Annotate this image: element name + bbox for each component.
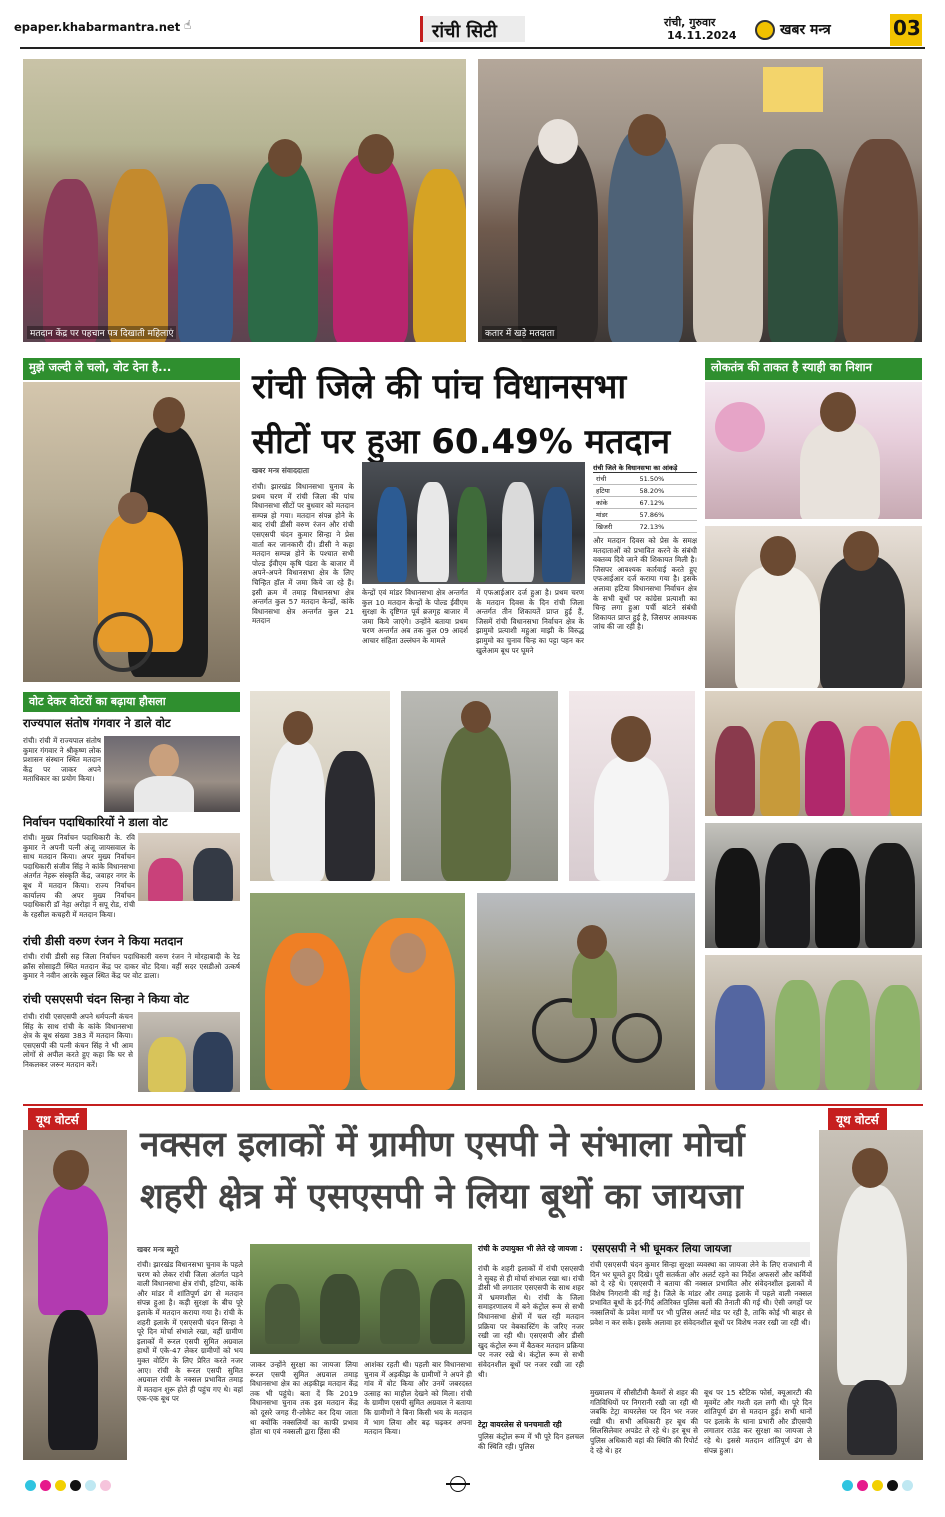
story-2-title: निर्वाचन पदाधिकारियों ने डाला वोट — [23, 815, 168, 829]
right-story-text: रांची एसएसपी चंदन कुमार सिन्हा सुरक्षा व्यवस्था का जायजा लेने के लिए राजधानी में दिन भर घूमते हुए दिखे। पूरी सतर्कता और अलर्ट रहने का निर्देश अफसरों और कर्मियों को दे रहे थे। एसएसपी ने बताया की नक्सल प्रभावित और संवेदनशील इलाकों में विशेष निगरानी की गई है। जिले के मांडर और तमाड़ इलाके में पहले वाली नक्सल प्रभावित बूथों के इर्द-गिर्द अतिरिक्त पुलिस बलों की तैनाती की गई थी। ऐसी जगहों पर नक्सलियों के प्रवेश मार्गों पर भी पुलिस अलर्ट मोड पर रही है, ताकि कोई भी बाहर से प्रवेश न कर सके। इसके अलावा हर संवेदनशील बूथों पर विशेष नजर रखी जा रही थी। — [590, 1260, 812, 1327]
young-woman-ink-photo — [569, 691, 695, 881]
story-4-title: रांची एसएसपी चंदन सिन्हा ने किया वोट — [23, 992, 189, 1006]
story-1-text: रांची। रांची में राज्यपाल संतोष कुमार गंगवार ने श्रीकृष्ण लोक प्रशासन संस्थान स्थित मतदान केंद्र पर जाकर अपने मताधिकार का प्रयोग किया। — [23, 736, 101, 784]
top-left-photo: मतदान केंद्र पर पहचान पत्र दिखाती महिलाएं — [23, 59, 466, 342]
lower-byline: खबर मन्त्र ब्यूरो — [137, 1245, 179, 1254]
school-girls-photo — [705, 955, 922, 1090]
rural-sp-bikes-photo — [250, 1244, 472, 1354]
table-row — [593, 509, 697, 521]
story-3-title: रांची डीसी वरुण रंजन ने किया मतदान — [23, 934, 183, 948]
vote-table-box — [593, 463, 697, 531]
main-headline-line-1: रांची जिले की पांच विधानसभा — [252, 367, 627, 407]
story-4-text: रांची। रांची एसएसपी अपने धर्मपत्नी कंचन सिंह के साथ रांची के कांके विधानसभा क्षेत्र के बूथ संख्या 383 में मतदान किया। एसएसपी की पत्नी कंचन सिंह ने भी आम लोगों से अपील करते हुए कहा कि घर से निकलकर जरूर मतदान करें। — [23, 1012, 133, 1069]
byline-1: खबर मन्त्र संवाददाता — [252, 466, 310, 475]
ssp-couple-photo — [138, 1012, 240, 1092]
constituency-name: मांडर — [593, 509, 637, 521]
story-2-text: रांची। मुख्य निर्वाचन पदाधिकारी के. रवि कुमार ने अपनी पत्नी अंजू जायसवाल के साथ मतदान किया। अपर मुख्य निर्वाचन पदाधिकारी संजीव सिंह ने कांके विधानसभा अंतर्गत नेहरू संस्कृति केंद्र, जवाहर नगर के बूथ में मतदान किया। राज्य निर्वाचन कार्यालय की अपर मुख्य निर्वाचन पदाधिकारी डॉ नेहा अरोड़ा ने सपू रोड, रांची के रहसील कचहरी में मतदान किया। — [23, 833, 135, 919]
vote-table — [593, 473, 697, 533]
election-officers-photo — [138, 833, 240, 901]
constituency-name: रांची — [593, 473, 637, 485]
footer-color-dots-right — [842, 1480, 913, 1491]
header-bar — [0, 0, 945, 46]
youth-voter-left-photo — [23, 1130, 127, 1460]
right-story-col-2: बूथ पर 15 स्टैटिक फोर्स, क्यूआरटी की मूवमेंट और गश्ती दल लगी थी। पूरे दिन शांतिपूर्ण ढंग से मतदान हुई। सभी थानों पर इलाके के थाना प्रभारी और डीएसपी लगातार राउंड कर सुरक्षा का जायजा ले रहे थे। इससे मतदान शांतिपूर्ण ढंग से संपन्न हुआ। — [704, 1388, 812, 1455]
main-headline-line-2: सीटों पर हुआ 60.49% मतदान — [252, 422, 671, 462]
lower-col-4-b: पुलिस कंट्रोल रूम में भी पूरे दिन हलचल की स्थिति रही। पुलिस — [478, 1432, 584, 1451]
nuns-voters-photo — [250, 893, 465, 1090]
article-1-col-1: रांची। झारखंड विधानसभा चुनाव के प्रथम चरण में रांची जिला की पांच विधानसभा सीटों पर बुधवार को मतदान सम्पन्न हो गया। मतदान संपन्न होने के बाद रांची डीसी वरुण रंजन और रांची एसएसपी चंदन कुमार सिन्हा ने प्रेस वार्ता कर जानकारी दी। डीसी ने कहा मतदान सम्पन्न होने के पश्चात सभी पोल्ड ईवीएम कृषि पंडरा के बाजार में अपने-अपने विधानसभा क्षेत्र के लिए चिन्हित हॉल में जमा किये जा रहे हैं। इसी क्रम में तमाड़ विधानसभा क्षेत्र अन्तर्गत कुल 57 मतदान केन्द्रों, कांके विधानसभा क्षेत्र अन्तर्गत कुल 21 मतदान — [252, 482, 354, 626]
couple-voters-photo — [250, 691, 390, 881]
article-1-col-2: केन्द्रों एवं मांडर विधानसभा क्षेत्र अन्तर्गत कुल 10 मतदान केन्द्रों के पोल्ड ईवीएम सुरक्षा के दृष्टिगत पूर्व ब्रजगृह बाजार में जमा किये जाएंगे। उन्होंने बताया प्रथम चरण अन्तर्गत अब तक कुल 09 आदर्श आचार संहिता उल्लंघन के मामले — [362, 588, 468, 645]
footer-color-dots-left — [25, 1480, 111, 1491]
right-box-title: लोकतंत्र की ताकत है स्याही का निशान — [705, 358, 922, 380]
table-row — [593, 521, 697, 533]
youth-label-right: यूथ वोटर्स — [828, 1108, 887, 1131]
turnout-value: 67.12% — [637, 497, 697, 509]
burqa-women-photo — [705, 823, 922, 948]
youth-label-left: यूथ वोटर्स — [28, 1108, 87, 1131]
turnout-value: 58.20% — [637, 485, 697, 497]
lower-headline-line-1: नक्सल इलाकों में ग्रामीण एसपी ने संभाला मोर्चा — [140, 1125, 745, 1165]
brand-logo-icon — [755, 20, 775, 40]
lower-col-4-title-2: टेट्रा वायरलेस से घनचमाती रही — [478, 1420, 562, 1429]
header-date: 14.11.2024 — [667, 29, 737, 42]
tricycle-voter-photo — [477, 893, 695, 1090]
table-row — [593, 473, 697, 485]
cursor-icon: ☝ — [184, 18, 192, 32]
right-story-title: एसएसपी ने भी घूमकर लिया जायजा — [592, 1243, 732, 1255]
constituency-name: कांके — [593, 497, 637, 509]
youth-voter-right-photo — [819, 1130, 923, 1460]
vote-table-title: रांची जिले के विधानसभा का आंकड़े — [593, 463, 697, 473]
table-row — [593, 485, 697, 497]
section-title: रांची सिटी — [432, 21, 497, 42]
family-voters-photo — [705, 691, 922, 816]
turnout-value: 72.13% — [637, 521, 697, 533]
lower-col-1: रांची। झारखंड विधानसभा चुनाव के पहले चरण को लेकर रांची जिला अंतर्गत पड़ने वाली विधानसभा क्षेत्र रांची, हटिया, कांके और मांडर में शांतिपूर्ण ढंग से मतदान संपन्न हुआ है। कड़ी सुरक्षा के बीच पूरे इलाके में मतदान कराया गया है। रांची के शहरी इलाके में एसएसपी चंदन सिन्हा ने पूरे दिन मोर्चा संभाले रखा, वहीं ग्रामीण इलाकों में रूरल एसपी सुमित अग्रवाल हाथों में एके-47 लेकर ग्रामीणों को भय मुक्त वोटिंग के लिए प्रेरित करते नजर आए। रांची के रूरल एसपी सुमित अग्रवाल रांची के नक्सल प्रभावित तमाड़ में मतदान शुरू होते ही पहुंच गए थे। वहां एक-एक बूथ पर — [137, 1260, 243, 1404]
lower-section-rule — [23, 1104, 923, 1106]
story-1-title: राज्यपाल संतोष गंगवार ने डाले वोट — [23, 716, 171, 730]
story-3-text: रांची। रांची डीसी सह जिला निर्वाचन पदाधिकारी वरुण रंजन ने मोरहाबादी के रेड क्रॉस सोसाइटी स्थित मतदान केंद्र पर दाकर वोट दिया। वहीं सदर एसडीओ उत्कर्ष कुमार ने नवीन आरके स्कूल स्थित केंद्र पर वोट डाला। — [23, 952, 240, 981]
turnout-value: 51.50% — [637, 473, 697, 485]
lower-col-2: जाकर उन्होंने सुरक्षा का जायजा लिया रूरल एसपी सुमित अग्रवाल तमाड़ विधानसभा क्षेत्र का अड़कीझ मतदान केंद्र तक भी पहुंचे। बता दें कि 2019 विधानसभा चुनाव तक इस मतदान केंद्र को दूसरे जगह री-लोकेट कर दिया जाता था क्योंकि नक्सलियों का काफी प्रभाव होता था एवं नक्सली द्वारा हिंसा की — [250, 1360, 358, 1437]
article-1-col-4: और मतदान दिवस को प्रेस के समक्ष मतदाताओं को प्रभावित करने के संबंधी वक्तव्य दिये जाने की शिकायत मिली है। जिसपर आवश्यक कार्रवाई करते हुए एफआईआर दर्ज कराया गया है। इसके अलावा हटिया विधानसभा निर्वाचन क्षेत्र के सभी बूथों पर कांग्रेस प्रत्याशी का चिन्ह लगा हुआ पर्ची बांटने संबंधी शिकायत प्राप्त हुई है, जिसपर आवश्यक जांच की जा रही है। — [593, 536, 697, 632]
right-story-col-1: मुख्यालय में सीसीटीवी कैमरों से शहर की गतिविधियों पर निगरानी रखी जा रही थी जबकि टेट्रा वायरलेस पर दिन भर नजर रखी थी। सभी अधिकारी हर बूथ की सिलसिलेवार अपडेट ले रहे थे। हर बूथ से पुलिस अधिकारी वहां की स्थिति की रिपोर्ट दे रहे थे। हर — [590, 1388, 698, 1455]
lower-headline-line-2: शहरी क्षेत्र में एसएसपी ने लिया बूथों का जायजा — [140, 1177, 743, 1217]
page-number: 03 — [893, 16, 921, 40]
registration-cross-icon — [446, 1483, 470, 1485]
brand-name: खबर मन्त्र — [780, 22, 831, 38]
governor-photo — [104, 736, 240, 812]
left-column-banner: वोट देकर वोटरों का बढ़ाया हौसला — [23, 692, 240, 712]
wheelchair-voter-photo — [23, 382, 240, 682]
lower-col-3: आशंका रहती थी। पहली बार विधानसभा चुनाव में अड़कीझ के ग्रामीणों ने अपने ही गांव में वोट किया और उनमें जबरदस्त उत्साह का माहौल देखने को मिला। रांची के ग्रामीण एसपी सुमित अग्रवाल ने बताया कि ग्रामीणों ने बिना किसी भय के मतदान में भाग लिया और बढ़ चढ़कर अपना मतदान किया। — [364, 1360, 472, 1437]
top-right-photo: कतार में खड़े मतदाता — [478, 59, 922, 342]
header-rule — [20, 47, 925, 49]
lower-col-4: रांची के शहरी इलाकों में रांची एसएसपी ने सुबह से ही मोर्चा संभाल रखा था। रांची डीसी भी लगातार एसएसपी के साथ शहर में भ्रमणशील थे। रांची के जिला समाहरणालय में बने कंट्रोल रूम से सभी विधानसभा क्षेत्रों में चल रही मतदान प्रक्रिया पर वेबकास्टिंग के जरिए नजर रखी जा रही थी। एसएसपी और डीसी खुद कंट्रोल रूम में बैठकर मतदान प्रक्रिया पर नजर रखे थे। कंट्रोल रूम से सभी संवेदनशील बूथों पर नजर रखी जा रही थी। — [478, 1264, 584, 1379]
soldier-photo — [401, 691, 558, 881]
ink-finger-photo-2 — [705, 526, 922, 688]
site-url[interactable]: epaper.khabarmantra.net — [14, 20, 181, 34]
left-box-title: मुझे जल्दी ले चलो, वोट देना है... — [23, 358, 240, 380]
constituency-name: हटिया — [593, 485, 637, 497]
turnout-value: 57.86% — [637, 509, 697, 521]
ink-finger-photo-1 — [705, 382, 922, 519]
article-1-col-3: में एफआईआर दर्ज हुआ है। प्रथम चरण के मतदान दिवस के दिन रांची जिला अन्तर्गत तीन शिकायतें प्राप्त हुई हैं, जिसमें रांची विधानसभा निर्वाचन क्षेत्र के झामुमो प्रत्याशी महुआ माझी के विरुद्ध झामुमो का चुनाव चिन्ह का पट्टा पहन कर खुलेआम बूथ पर घूमने — [476, 588, 584, 655]
constituency-name: खिजरी — [593, 521, 637, 533]
evm-officials-photo — [362, 462, 585, 584]
table-row — [593, 497, 697, 509]
lower-col-4-title: रांची के उपायुक्त भी लेते रहे जायजा : — [478, 1244, 583, 1253]
header-city-day: रांची, गुरुवार — [664, 16, 716, 29]
